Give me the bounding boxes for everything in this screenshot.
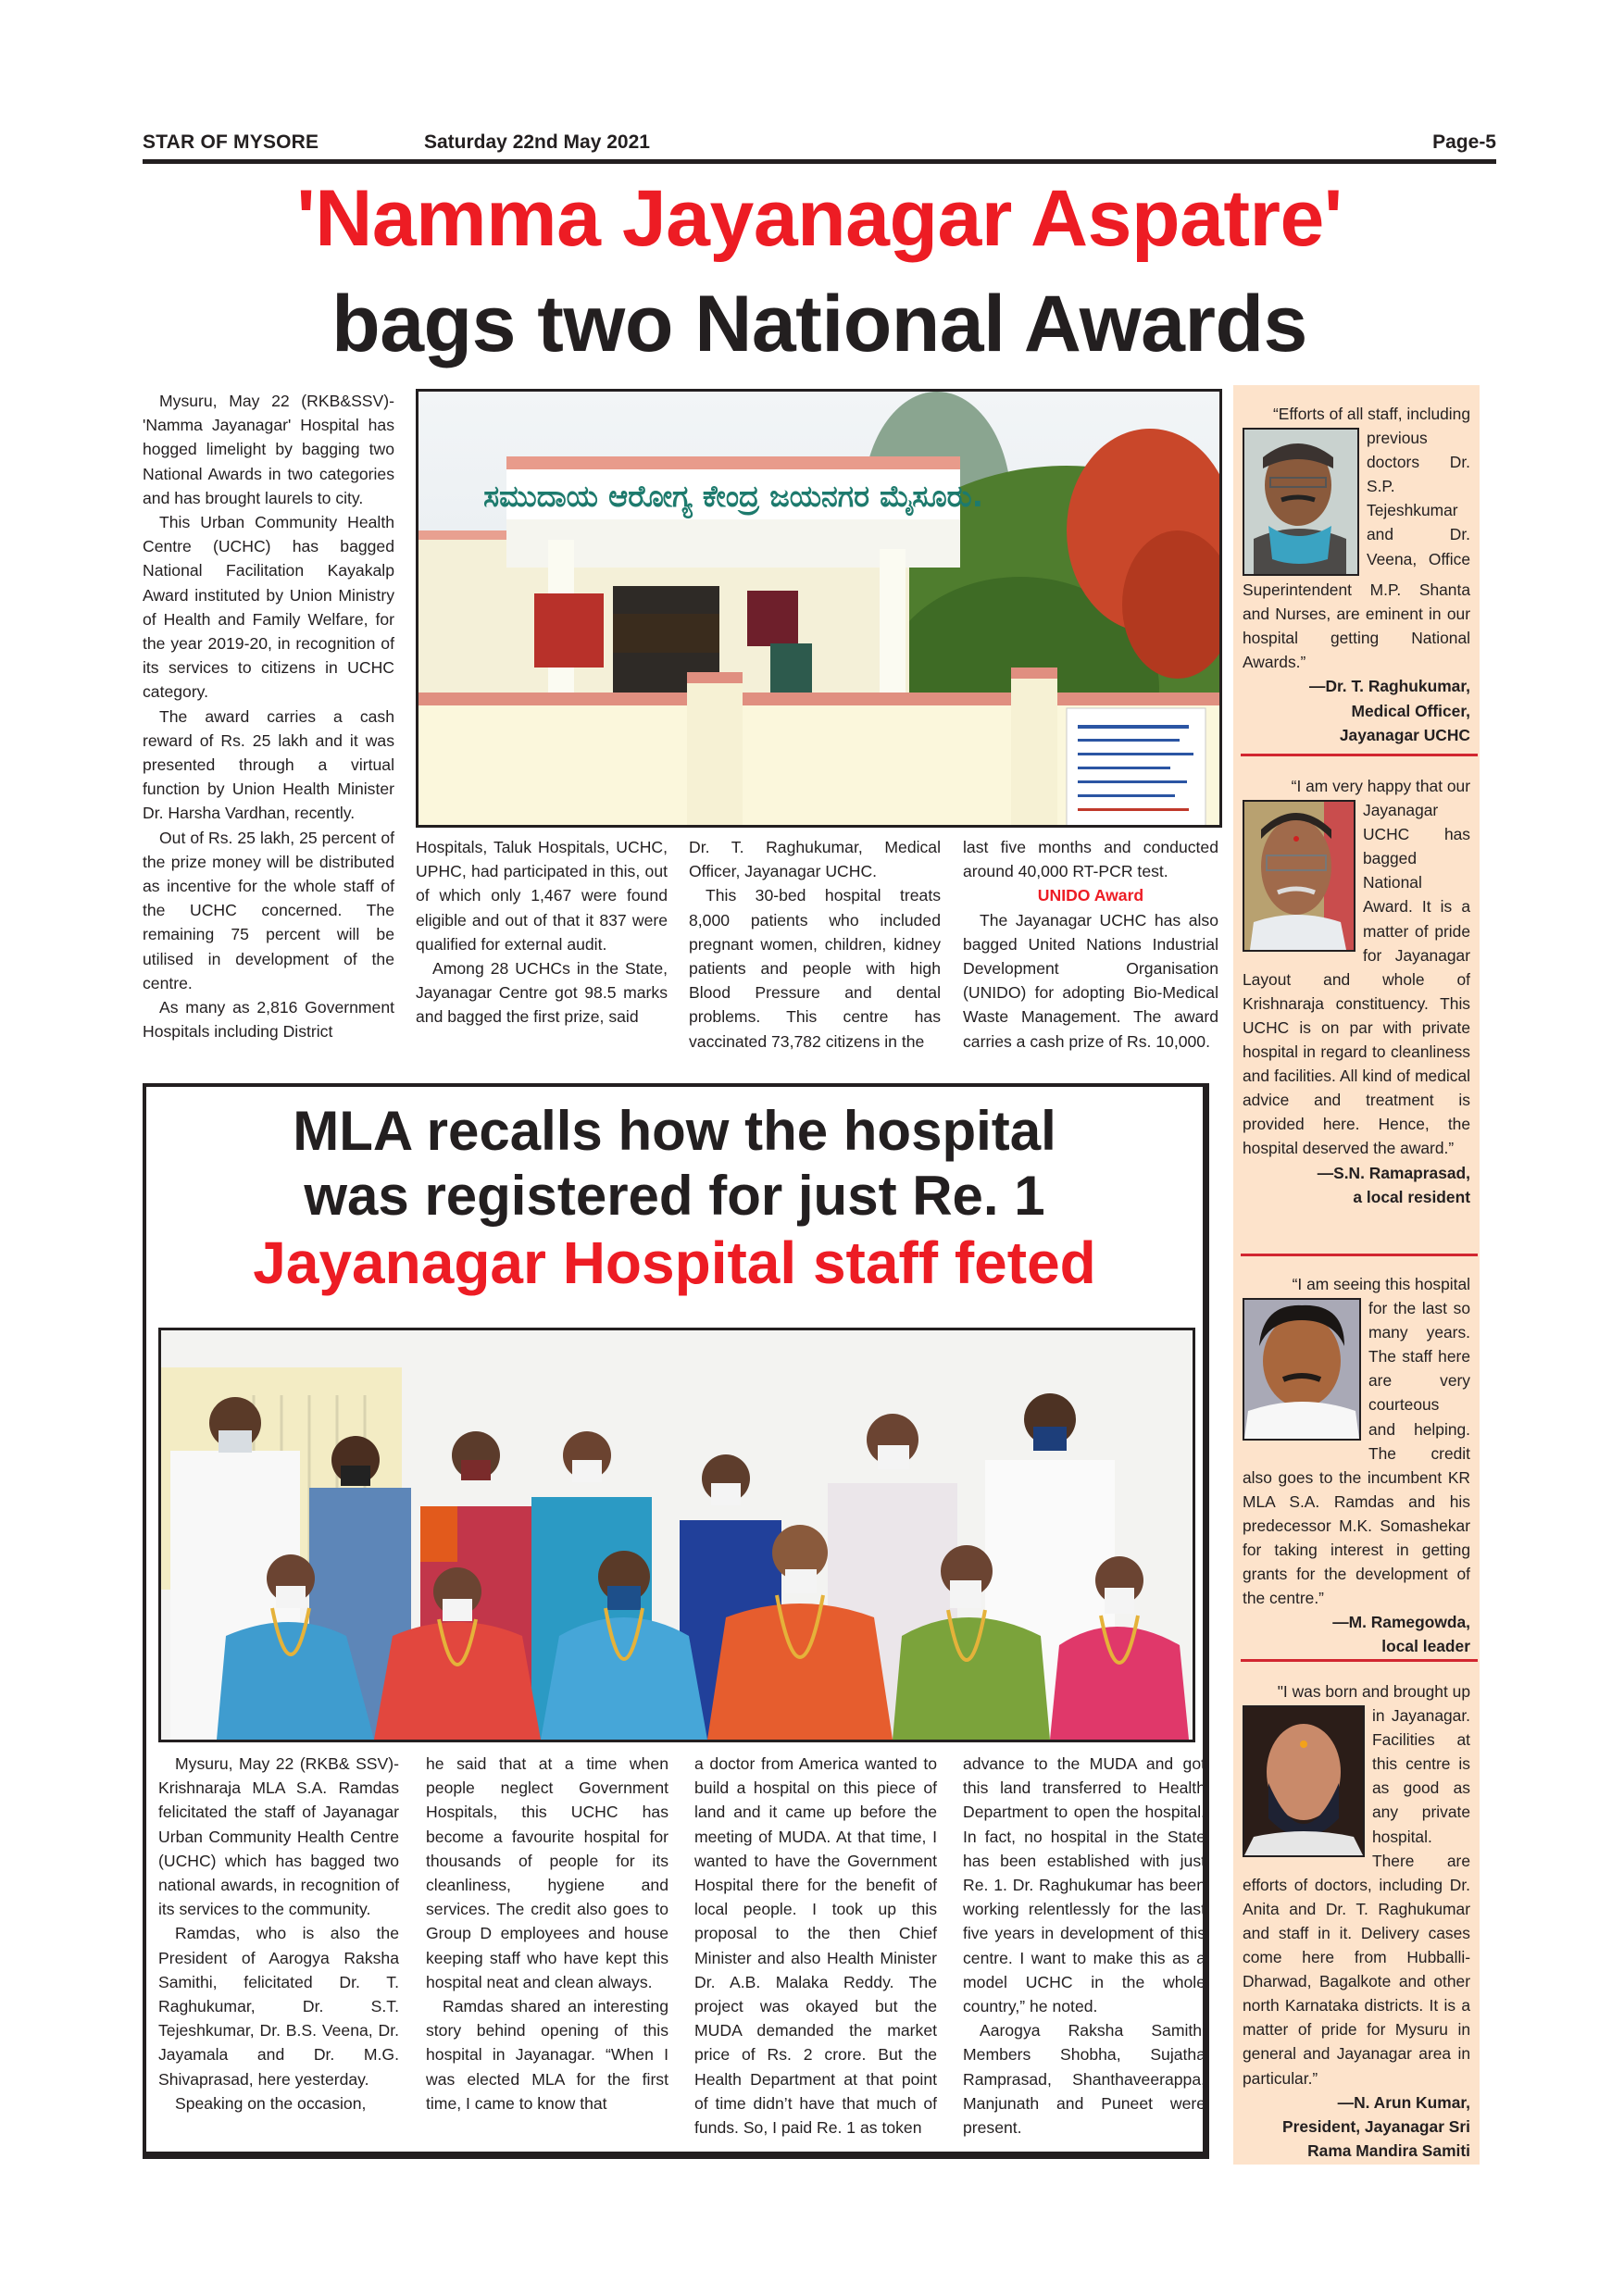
group-photo-image <box>161 1330 1193 1740</box>
portrait-image <box>1244 1300 1359 1439</box>
portrait-image <box>1244 1707 1363 1855</box>
paragraph: Aarogya Raksha Samithi Members Shobha, Sujatha Ramprasad, Shanthaveerappa, Manjunath and Puneet were present. <box>963 2021 1206 2138</box>
svg-text:ಸಮುದಾಯ ಆರೋಗ್ಯ ಕೇಂದ್ರ ಜಯನಗರ ಮೈಸ: ಸಮುದಾಯ ಆರೋಗ್ಯ ಕೇಂದ್ರ ಜಯನಗರ ಮೈಸೂರು. <box>483 479 983 514</box>
paragraph: Mysuru, May 22 (RKB& SSV)- Krishnaraja MLA S.A. Ramdas felicitated the staff of Jayanagar Urban Community Health Centre (UCHC) which has bagged two national awards, in recognition of its services to the community. <box>158 1754 399 1919</box>
sidebar-divider <box>1241 1254 1478 1256</box>
quote-attribution-title: a local resident <box>1353 1187 1470 1206</box>
quote-body: previous doctors Dr. S.P. Tejeshkumar and Dr. Veena, Office Superintendent M.P. Shanta and Nurses, are eminent in our hospital getting National Awards.” <box>1243 429 1470 672</box>
quote-ramaprasad <box>1243 774 1470 1209</box>
paragraph: The award carries a cash reward of Rs. 25 lakh and it was presented through a virtual function by Union Health Minister Dr. Harsha Vardhan, recently. <box>143 706 394 823</box>
quote-lead: "I was born and brought up <box>1277 1682 1470 1701</box>
paragraph: Speaking on the occasion, <box>175 2093 367 2113</box>
quote-body: for the last so many years. The staff here are very courteous and helping. The credit also goes to the incumbent KR MLA S.A. Ramdas and his predecessor M.K. Somashekar for taking interest in getting grants for the development of the centre.” <box>1243 1299 1470 1608</box>
paragraph: Out of Rs. 25 lakh, 25 percent of the prize money will be distributed as incentive for the whole staff of the UCHC concerned. The remaining 75 percent will be utilised in development of the centre. <box>143 828 394 992</box>
second-headline-line1: MLA recalls how the hospital <box>293 1100 1056 1162</box>
second-story-column-1 <box>158 1752 399 2115</box>
second-story-box <box>143 1083 1209 2159</box>
second-headline-line2: was registered for just Re. 1 <box>304 1165 1045 1227</box>
lead-headline-line1: 'Namma Jayanagar Aspatre' <box>296 174 1343 263</box>
quote-ramegowda <box>1243 1272 1470 1659</box>
paragraph: This 30-bed hospital treats 8,000 patients who included pregnant women, children, kidney patients and people with high Blood Pressure and dental problems. This centre has vaccinated 73,782 citizens in the <box>689 886 941 1051</box>
quote-body: in Jayanagar. Facilities at this centre is as good as any private hospital. There are efforts of doctors, including Dr. Anita and Dr. T. Raghukumar and staff in it. Delivery cases come here from Hubballi-Dharwad, Bagalkote and other north Karnataka districts. It is a matter of pride for Mysuru in general and Jayanagar area in particular.” <box>1243 1706 1470 2088</box>
paragraph: Hospitals, Taluk Hospitals, UCHC, UPHC, had participated in this, out of which only 1,467 were found eligible and out of that it 837 were qualified for external audit. <box>416 838 668 954</box>
lead-headline-line2: bags two National Awards <box>331 280 1307 368</box>
quote-attribution-title: President, Jayanagar Sri <box>1282 2116 1470 2136</box>
hospital-photo-image <box>418 392 1222 828</box>
paragraph: last five months and conducted around 40,000 RT-PCR test. <box>963 838 1218 881</box>
portrait-image <box>1244 430 1357 574</box>
sidebar-divider <box>1241 1659 1478 1662</box>
quote-attribution-name: —Dr. T. Raghukumar, <box>1309 677 1470 696</box>
paragraph: Mysuru, May 22 (RKB&SSV)- 'Namma Jayanagar' Hospital has hogged limelight by bagging two National Awards in two categories and has brought laurels to city. <box>143 392 394 507</box>
quote-lead: “I am seeing this hospital <box>1292 1275 1470 1293</box>
newspaper-name: STAR OF MYSORE <box>143 131 319 153</box>
portrait-photo-ramegowda <box>1243 1298 1361 1441</box>
quote-attribution-name: —N. Arun Kumar, <box>1337 2092 1470 2112</box>
paragraph: As many as 2,816 Government Hospitals including District <box>143 998 394 1042</box>
quote-attribution-title: local leader <box>1381 1637 1470 1656</box>
second-story-column-4 <box>963 1752 1206 2140</box>
portrait-photo-arun-kumar <box>1243 1705 1365 1857</box>
quote-raghukumar <box>1243 402 1470 747</box>
paragraph: This Urban Community Health Centre (UCHC) has bagged National Facilitation Kayakalp Award instituted by Union Ministry of Health and Family Welfare, for the year 2019-20, in recognition of its services to citizens in UCHC category. <box>143 513 394 702</box>
masthead-rule <box>143 159 1496 164</box>
quote-attribution-org: Rama Mandira Samiti <box>1307 2140 1470 2160</box>
paragraph: he said that at a time when people neglect Government Hospitals, this UCHC has become a favourite hospital for thousands of people for its cleanliness, hygiene and services. The credit also goes to Group D employees and house keeping staff who have kept this hospital neat and clean always. <box>426 1754 668 1991</box>
page-number: Page-5 <box>1432 131 1496 153</box>
quote-attribution-name: —S.N. Ramaprasad, <box>1317 1163 1470 1182</box>
quote-attribution-org: Jayanagar UCHC <box>1339 725 1470 744</box>
paragraph: Among 28 UCHCs in the State, Jayanagar Centre got 98.5 marks and bagged the first prize, said <box>416 959 668 1027</box>
portrait-photo-ramaprasad <box>1243 800 1355 952</box>
lead-story-column-1 <box>143 389 394 1043</box>
masthead <box>143 131 1496 161</box>
unido-award-subhead: UNIDO Award <box>1037 886 1144 905</box>
paragraph: The Jayanagar UCHC has also bagged United Nations Industrial Development Organisation (UNIDO) for adopting Bio-Medical Waste Management. The award carries a cash prize of Rs. 10,000. <box>963 910 1218 1051</box>
portrait-photo-raghukumar <box>1243 428 1359 576</box>
lead-story-column-2 <box>416 835 668 1029</box>
paragraph: a doctor from America wanted to build a hospital on this piece of land and it came up before the meeting of MUDA. At that time, I wanted to have the Government Hospital there for the benefit of local people. I took up this proposal to the then Chief Minister and also Health Minister Dr. A.B. Malaka Reddy. The project was okayed but the MUDA demanded the market price of Rs. 2 crore. But the Health Department at that point of time didn’t have that much of funds. So, I paid Re. 1 as token <box>694 1754 937 2138</box>
lead-story-column-4 <box>963 835 1218 1054</box>
staff-group-photo <box>158 1328 1195 1742</box>
paragraph: advance to the MUDA and got this land transferred to Health Department to open the hospital. In fact, no hospital in the State has been established with just Re. 1. Dr. Raghukumar has been working relentlessly for the last five years in development of this centre. I want to make this as a model UCHC in the whole country,” he noted. <box>963 1754 1206 2016</box>
quote-body: Jayanagar UCHC has bagged National Award. It is a matter of pride for Jayanagar Layout and whole of Krishnaraja constituency. This UCHC is on par with private hospital in regard to cleanliness and facilities. All kind of medical advice and treatment is provided here. Hence, the hospital deserved the award.” <box>1243 801 1470 1158</box>
second-story-column-2 <box>426 1752 668 2115</box>
paragraph: Ramdas, who is also the President of Aarogya Raksha Samithi, felicitated Dr. T. Raghukumar, Dr. S.T. Tejeshkumar, Dr. B.S. Veena, Dr. Jayamala and Dr. M.G. Shivaprasad, here yesterday. <box>158 1924 399 2089</box>
sidebar-divider <box>1241 754 1478 756</box>
quote-lead: “Efforts of all staff, including <box>1273 405 1470 423</box>
quotes-sidebar <box>1233 385 1480 2165</box>
lead-story-column-3 <box>689 835 941 1054</box>
hospital-building-photo <box>416 389 1222 828</box>
quote-arun-kumar <box>1243 1679 1470 2163</box>
issue-date: Saturday 22nd May 2021 <box>424 131 650 153</box>
second-story-column-3 <box>694 1752 937 2140</box>
paragraph: Ramdas shared an interesting story behind opening of this hospital in Jayanagar. “When I was elected MLA for the first time, I came to know that <box>426 1997 668 2113</box>
quote-attribution-title: Medical Officer, <box>1351 701 1470 720</box>
paragraph: Dr. T. Raghukumar, Medical Officer, Jayanagar UCHC. <box>689 838 941 881</box>
portrait-image <box>1244 802 1354 950</box>
second-subheadline: Jayanagar Hospital staff feted <box>253 1229 1096 1296</box>
quote-lead: “I am very happy that our <box>1291 777 1470 795</box>
quote-attribution-name: —M. Ramegowda, <box>1332 1613 1470 1632</box>
